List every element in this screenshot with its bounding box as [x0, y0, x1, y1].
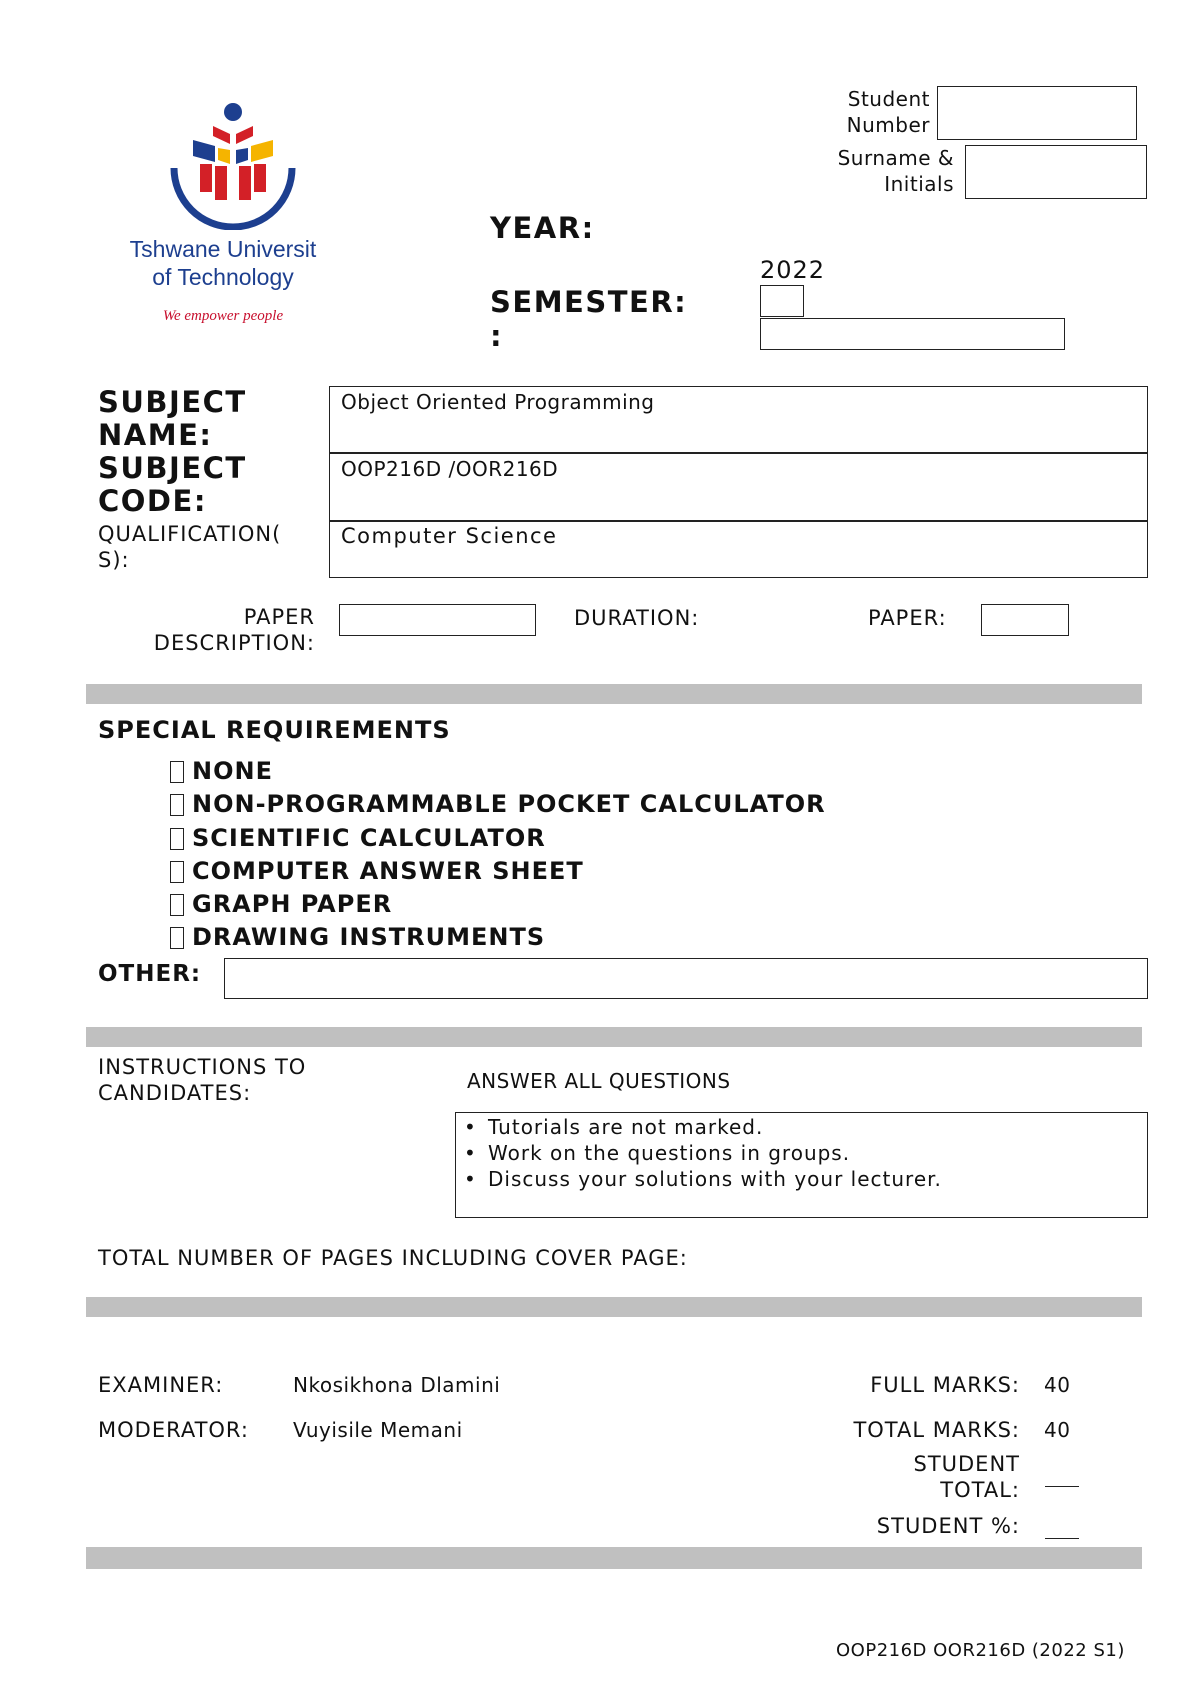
checkbox-icon[interactable]: [170, 894, 184, 916]
semester-field[interactable]: [760, 285, 804, 317]
checkbox-icon[interactable]: [170, 761, 184, 783]
examiner-value: Nkosikhona Dlamini: [293, 1373, 501, 1397]
separator-bar-1: [86, 684, 1142, 704]
university-name-line2: of Technology: [152, 264, 294, 290]
instructions-headline: ANSWER ALL QUESTIONS: [467, 1069, 731, 1093]
requirement-non-programmable-calculator[interactable]: [170, 790, 826, 818]
subject-name-field[interactable]: [329, 386, 1148, 454]
instructions-list: [456, 1114, 1147, 1192]
other-field[interactable]: [224, 958, 1148, 999]
paper-label: PAPER:: [868, 606, 947, 630]
paper-description-field[interactable]: [339, 604, 536, 636]
semester-colon: :: [490, 319, 504, 353]
total-pages-label: TOTAL NUMBER OF PAGES INCLUDING COVER PAGE:: [98, 1246, 688, 1270]
student-percent-field[interactable]: [1045, 1538, 1079, 1539]
requirement-computer-answer-sheet[interactable]: [170, 857, 584, 885]
separator-bar-2: [86, 1027, 1142, 1047]
subject-code-field[interactable]: [329, 452, 1148, 522]
subject-name-value: Object Oriented Programming: [341, 390, 655, 414]
instructions-box: [455, 1112, 1148, 1218]
checkbox-icon[interactable]: [170, 794, 184, 816]
qualification-field[interactable]: [329, 520, 1148, 578]
student-total-label: STUDENT TOTAL:: [913, 1452, 1020, 1502]
requirement-label: SCIENTIFIC CALCULATOR: [192, 824, 546, 852]
checkbox-icon[interactable]: [170, 861, 184, 883]
semester-label: SEMESTER:: [490, 285, 688, 319]
instruction-item: • Work on the questions in groups.: [456, 1140, 1147, 1166]
requirement-none[interactable]: [170, 757, 273, 785]
student-number-label: Student Number: [846, 87, 930, 137]
special-requirements-heading: SPECIAL REQUIREMENTS: [98, 716, 451, 744]
requirement-scientific-calculator[interactable]: [170, 824, 546, 852]
paper-field[interactable]: [981, 604, 1069, 636]
paper-description-label: PAPER DESCRIPTION:: [153, 605, 315, 655]
instruction-item: • Discuss your solutions with your lecturer.: [456, 1166, 1147, 1192]
full-marks-value: 40: [1044, 1373, 1071, 1397]
subject-name-label: SUBJECT NAME:: [98, 385, 247, 452]
checkbox-icon[interactable]: [170, 927, 184, 949]
requirement-graph-paper[interactable]: [170, 890, 392, 918]
qualification-label: QUALIFICATION( S):: [98, 522, 282, 572]
total-marks-value: 40: [1044, 1418, 1071, 1442]
university-tagline: We empower people: [162, 308, 284, 324]
requirement-label: COMPUTER ANSWER SHEET: [192, 857, 584, 885]
moderator-label: MODERATOR:: [98, 1418, 249, 1442]
tut-emblem-icon: [160, 100, 306, 230]
student-percent-label: STUDENT %:: [876, 1514, 1020, 1538]
student-number-field[interactable]: [937, 86, 1137, 140]
surname-initials-field[interactable]: [965, 145, 1147, 199]
year-label: YEAR:: [490, 211, 595, 245]
requirement-label: NON-PROGRAMMABLE POCKET CALCULATOR: [192, 790, 826, 818]
surname-initials-label: Surname & Initials: [837, 146, 954, 196]
requirement-label: GRAPH PAPER: [192, 890, 393, 918]
footer-code: OOP216D OOR216D (2022 S1): [836, 1640, 1125, 1661]
instructions-label: INSTRUCTIONS TO CANDIDATES:: [98, 1055, 307, 1105]
semester-extra-field[interactable]: [760, 318, 1065, 350]
university-name-line1: Tshwane Universit: [129, 236, 317, 262]
separator-bar-4: [86, 1547, 1142, 1569]
separator-bar-3: [86, 1297, 1142, 1317]
duration-label: DURATION:: [574, 606, 700, 630]
moderator-value: Vuyisile Memani: [293, 1418, 463, 1442]
requirement-label: NONE: [192, 757, 273, 785]
other-label: OTHER:: [98, 961, 202, 987]
requirement-drawing-instruments[interactable]: [170, 923, 545, 951]
checkbox-icon[interactable]: [170, 828, 184, 850]
full-marks-label: FULL MARKS:: [870, 1373, 1020, 1397]
examiner-label: EXAMINER:: [98, 1373, 224, 1397]
university-logo: [160, 100, 306, 230]
qualification-value: Computer Science: [341, 524, 558, 548]
student-total-field[interactable]: [1045, 1486, 1079, 1487]
subject-code-value: OOP216D /OOR216D: [341, 457, 559, 481]
instruction-item: • Tutorials are not marked.: [456, 1114, 1147, 1140]
total-marks-label: TOTAL MARKS:: [853, 1418, 1020, 1442]
subject-code-label: SUBJECT CODE:: [98, 451, 247, 518]
requirement-label: DRAWING INSTRUMENTS: [192, 923, 546, 951]
year-value: 2022: [760, 256, 826, 284]
